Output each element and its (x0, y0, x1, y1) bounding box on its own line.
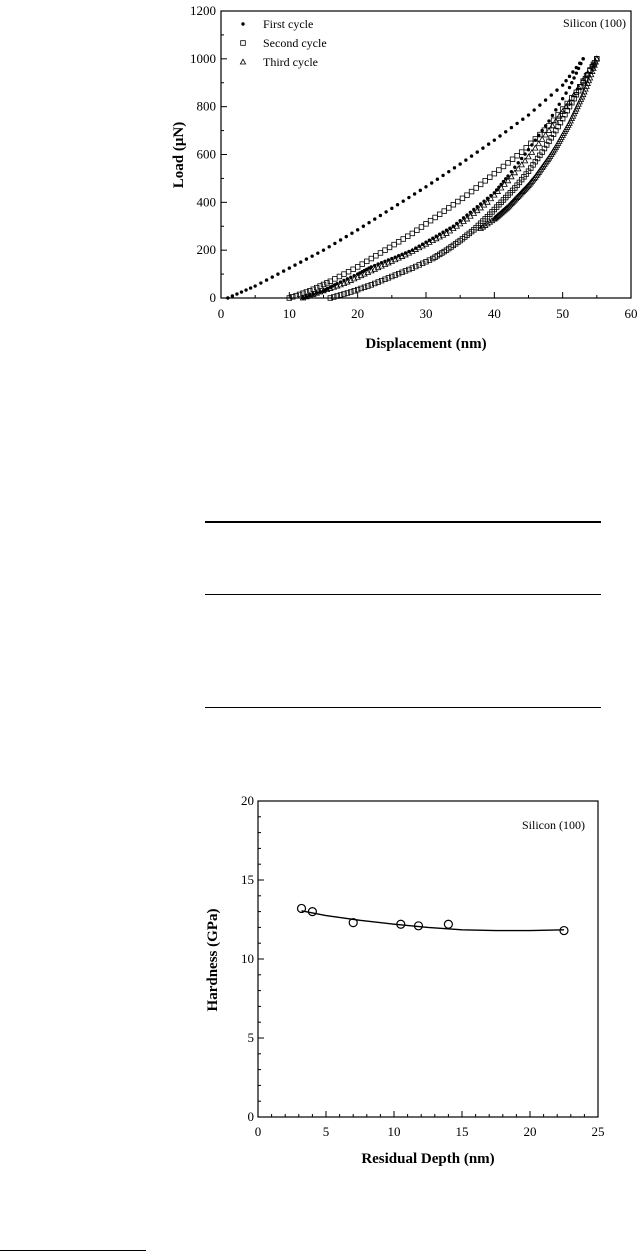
c1-point-first-cycle (575, 71, 578, 74)
c1-legend-label-third-cycle: Third cycle (263, 55, 318, 69)
c1-point-second-cycle (325, 281, 330, 286)
c1-point-first-cycle (419, 189, 422, 192)
c1-point-third-cycle (492, 192, 497, 197)
c1-point-second-cycle (390, 274, 395, 279)
c1-x-tick-label: 30 (419, 306, 433, 321)
c1-point-second-cycle (355, 287, 360, 292)
c1-point-first-cycle (345, 235, 348, 238)
c1-point-second-cycle (405, 234, 410, 239)
c1-y-tick-label: 400 (196, 194, 216, 210)
c2-x-axis-label: Residual Depth (nm) (361, 1151, 495, 1167)
c1-point-second-cycle (372, 281, 377, 286)
c2-x-tick-label: 5 (322, 1124, 330, 1139)
c1-point-second-cycle (383, 248, 388, 253)
c1-point-first-cycle (564, 79, 567, 82)
c1-point-second-cycle (378, 251, 383, 256)
c1-x-tick-label: 10 (282, 306, 296, 321)
c1-x-tick-label: 20 (351, 306, 365, 321)
c1-series-second-cycle (287, 57, 599, 301)
c1-point-second-cycle (437, 212, 442, 217)
c1-point-first-cycle (570, 81, 573, 84)
c1-point-second-cycle (366, 284, 371, 289)
c1-point-first-cycle (517, 161, 520, 164)
c1-point-second-cycle (360, 262, 365, 267)
c1-point-second-cycle (342, 272, 347, 277)
c1-point-first-cycle (276, 272, 279, 275)
c1-point-second-cycle (393, 273, 398, 278)
c1-point-first-cycle (550, 93, 553, 96)
c1-point-third-cycle (485, 200, 490, 205)
c1-point-second-cycle (487, 175, 492, 180)
c1-point-second-cycle (506, 161, 511, 166)
c1-y-tick-label: 200 (196, 242, 216, 258)
c1-point-second-cycle (510, 157, 515, 162)
c2-x-tick-label: 20 (523, 1124, 537, 1139)
c1-y-tick-label: 0 (209, 290, 216, 305)
c1-point-second-cycle (413, 264, 418, 269)
c1-x-tick-label: 40 (487, 306, 501, 321)
c1-point-second-cycle (417, 263, 422, 268)
c1-point-second-cycle (369, 283, 374, 288)
c1-y-axis-label: Load (μN) (171, 121, 187, 189)
c1-point-first-cycle (322, 248, 325, 251)
c1-point-second-cycle (333, 277, 338, 282)
c1-tick-layer (190, 3, 638, 321)
c1-point-second-cycle (451, 202, 456, 207)
c1-point-first-cycle (367, 221, 370, 224)
c1-point-second-cycle (427, 258, 432, 263)
c2-annotation: Silicon (100) (522, 818, 585, 832)
c1-point-first-cycle (464, 158, 467, 161)
c1-point-second-cycle (460, 196, 465, 201)
c1-point-first-cycle (396, 203, 399, 206)
c1-point-second-cycle (401, 237, 406, 242)
c1-point-first-cycle (310, 254, 313, 257)
c1-point-second-cycle (419, 225, 424, 230)
c1-point-second-cycle (400, 270, 405, 275)
c1-point-first-cycle (498, 134, 501, 137)
c2-x-tick-label: 10 (387, 1124, 401, 1139)
c1-point-second-cycle (364, 259, 369, 264)
c1-point-second-cycle (392, 242, 397, 247)
c1-point-first-cycle (447, 170, 450, 173)
c1-point-first-cycle (561, 97, 564, 100)
c1-point-first-cycle (288, 266, 291, 269)
c1-point-first-cycle (350, 232, 353, 235)
c1-x-axis-label: Displacement (nm) (365, 336, 487, 352)
c1-legend-marker-first-cycle (241, 22, 244, 25)
c1-point-first-cycle (271, 275, 274, 278)
c1-point-first-cycle (362, 225, 365, 228)
c1-point-first-cycle (430, 181, 433, 184)
c1-y-tick-label: 1200 (190, 3, 216, 18)
c1-point-first-cycle (558, 103, 561, 106)
c2-y-tick-label: 0 (247, 1109, 254, 1124)
c1-point-second-cycle (351, 267, 356, 272)
c1-point-first-cycle (544, 98, 547, 101)
c1-point-first-cycle (510, 126, 513, 129)
c1-point-first-cycle (555, 88, 558, 91)
c1-point-second-cycle (501, 164, 506, 169)
c1-point-first-cycle (282, 269, 285, 272)
c1-point-first-cycle (547, 119, 550, 122)
c1-series-third-cycle (300, 56, 599, 300)
c1-x-tick-label: 0 (217, 306, 225, 321)
c1-point-first-cycle (240, 290, 243, 293)
c1-legend-marker-second-cycle (241, 41, 246, 46)
c1-point-first-cycle (441, 174, 444, 177)
footnote-rule (0, 1250, 146, 1251)
c1-legend (240, 17, 326, 69)
c1-point-second-cycle (297, 292, 302, 297)
c1-point-first-cycle (458, 162, 461, 165)
c1-legend-label-second-cycle: Second cycle (263, 36, 327, 50)
c1-point-first-cycle (571, 70, 574, 73)
c1-legend-marker-third-cycle (240, 59, 245, 64)
c1-point-first-cycle (231, 294, 234, 297)
c1-point-second-cycle (387, 245, 392, 250)
c1-point-second-cycle (410, 266, 415, 271)
c1-point-third-cycle (546, 128, 551, 133)
c1-point-first-cycle (515, 122, 518, 125)
c1-x-tick-label: 50 (556, 306, 570, 321)
c1-point-first-cycle (436, 178, 439, 181)
c1-x-tick-label: 60 (624, 306, 638, 321)
load-displacement-chart (0, 0, 643, 360)
c1-point-first-cycle (327, 245, 330, 248)
c1-point-second-cycle (337, 274, 342, 279)
c1-point-first-cycle (521, 118, 524, 121)
c1-point-layer (226, 56, 599, 300)
c1-point-second-cycle (318, 284, 323, 289)
c1-point-first-cycle (390, 207, 393, 210)
c1-point-first-cycle (577, 67, 580, 70)
c2-y-tick-label: 5 (247, 1030, 254, 1045)
table-top-rule (205, 521, 601, 523)
c1-point-first-cycle (572, 76, 575, 79)
c1-point-first-cycle (476, 150, 479, 153)
c1-point-second-cycle (483, 179, 488, 184)
c1-point-second-cycle (352, 289, 357, 294)
c1-point-first-cycle (339, 238, 342, 241)
c1-y-tick-label: 1000 (190, 50, 216, 66)
c1-legend-label-first-cycle: First cycle (263, 17, 314, 31)
c1-point-second-cycle (362, 285, 367, 290)
c1-point-first-cycle (249, 286, 252, 289)
c1-point-first-cycle (413, 192, 416, 195)
c1-point-first-cycle (356, 228, 359, 231)
c1-point-first-cycle (293, 263, 296, 266)
c1-point-first-cycle (568, 86, 571, 89)
c1-point-second-cycle (497, 168, 502, 173)
c1-point-second-cycle (369, 256, 374, 261)
table-bottom-rule (205, 707, 601, 708)
c1-series-first-cycle (226, 57, 585, 300)
c1-point-third-cycle (557, 113, 562, 118)
c1-point-second-cycle (403, 269, 408, 274)
table-mid-rule (205, 594, 601, 595)
c1-point-first-cycle (379, 214, 382, 217)
c1-point-first-cycle (244, 288, 247, 291)
c1-point-second-cycle (374, 253, 379, 258)
c1-point-second-cycle (386, 276, 391, 281)
c1-point-second-cycle (420, 261, 425, 266)
c1-point-second-cycle (379, 278, 384, 283)
c1-point-first-cycle (470, 154, 473, 157)
c1-point-first-cycle (551, 114, 554, 117)
c1-point-first-cycle (299, 260, 302, 263)
c1-point-second-cycle (396, 239, 401, 244)
c1-point-first-cycle (554, 108, 557, 111)
c2-x-tick-label: 0 (254, 1124, 262, 1139)
c1-point-first-cycle (235, 292, 238, 295)
c1-point-first-cycle (564, 91, 567, 94)
c1-point-second-cycle (396, 271, 401, 276)
c2-y-tick-label: 15 (241, 872, 254, 887)
c1-point-first-cycle (579, 62, 582, 65)
c1-point-first-cycle (373, 217, 376, 220)
c1-point-first-cycle (568, 75, 571, 78)
c2-fit-curve (302, 911, 565, 931)
c1-point-first-cycle (538, 103, 541, 106)
c2-x-tick-label: 15 (455, 1124, 469, 1139)
c1-point-first-cycle (305, 257, 308, 260)
c2-plot-frame (258, 801, 598, 1117)
c2-tick-layer (241, 793, 605, 1139)
c1-point-second-cycle (328, 279, 333, 284)
c1-point-second-cycle (465, 193, 470, 198)
c1-point-first-cycle (316, 251, 319, 254)
c2-x-tick-label: 25 (591, 1124, 605, 1139)
hardness-depth-chart (0, 780, 643, 1170)
c1-point-second-cycle (376, 280, 381, 285)
c1-point-second-cycle (492, 171, 497, 176)
c1-annotation: Silicon (100) (563, 16, 626, 30)
c2-data-point (444, 920, 452, 928)
c1-point-second-cycle (519, 150, 524, 155)
c1-y-tick-label: 800 (196, 98, 216, 114)
c1-point-first-cycle (265, 278, 268, 281)
c2-y-tick-label: 20 (241, 793, 254, 808)
c1-point-second-cycle (469, 189, 474, 194)
c1-y-tick-label: 600 (196, 146, 216, 162)
c1-point-first-cycle (493, 138, 496, 141)
c1-point-second-cycle (410, 231, 415, 236)
c1-point-second-cycle (359, 286, 364, 291)
c1-point-first-cycle (510, 170, 513, 173)
c2-y-axis-label: Hardness (GPa) (205, 908, 221, 1012)
c1-point-second-cycle (424, 222, 429, 227)
c1-point-second-cycle (415, 228, 420, 233)
c1-point-second-cycle (433, 215, 438, 220)
c1-point-first-cycle (513, 166, 516, 169)
c1-point-second-cycle (355, 265, 360, 270)
c1-point-first-cycle (253, 284, 256, 287)
c1-point-first-cycle (481, 146, 484, 149)
c1-point-first-cycle (333, 242, 336, 245)
c1-point-second-cycle (346, 269, 351, 274)
c1-point-second-cycle (383, 277, 388, 282)
c2-y-tick-label: 10 (241, 951, 254, 966)
c1-point-second-cycle (474, 186, 479, 191)
c1-point-first-cycle (259, 281, 262, 284)
c1-point-second-cycle (442, 209, 447, 214)
c1-point-first-cycle (402, 199, 405, 202)
c1-point-first-cycle (407, 196, 410, 199)
c2-data-point (308, 908, 316, 916)
c1-point-first-cycle (424, 185, 427, 188)
c1-point-second-cycle (456, 199, 461, 204)
c1-point-first-cycle (561, 83, 564, 86)
c1-point-second-cycle (314, 285, 319, 290)
c1-point-first-cycle (453, 166, 456, 169)
c1-point-second-cycle (478, 182, 483, 187)
c1-point-first-cycle (581, 57, 584, 60)
c1-point-first-cycle (504, 130, 507, 133)
c1-point-second-cycle (321, 282, 326, 287)
c1-point-second-cycle (294, 293, 299, 298)
c1-point-first-cycle (527, 113, 530, 116)
c1-point-second-cycle (424, 259, 429, 264)
c1-point-first-cycle (520, 157, 523, 160)
c1-point-first-cycle (532, 108, 535, 111)
c1-point-second-cycle (446, 206, 451, 211)
c1-point-second-cycle (407, 267, 412, 272)
c1-point-first-cycle (384, 210, 387, 213)
c1-point-first-cycle (487, 142, 490, 145)
c1-point-second-cycle (428, 218, 433, 223)
c1-point-second-cycle (515, 153, 520, 158)
